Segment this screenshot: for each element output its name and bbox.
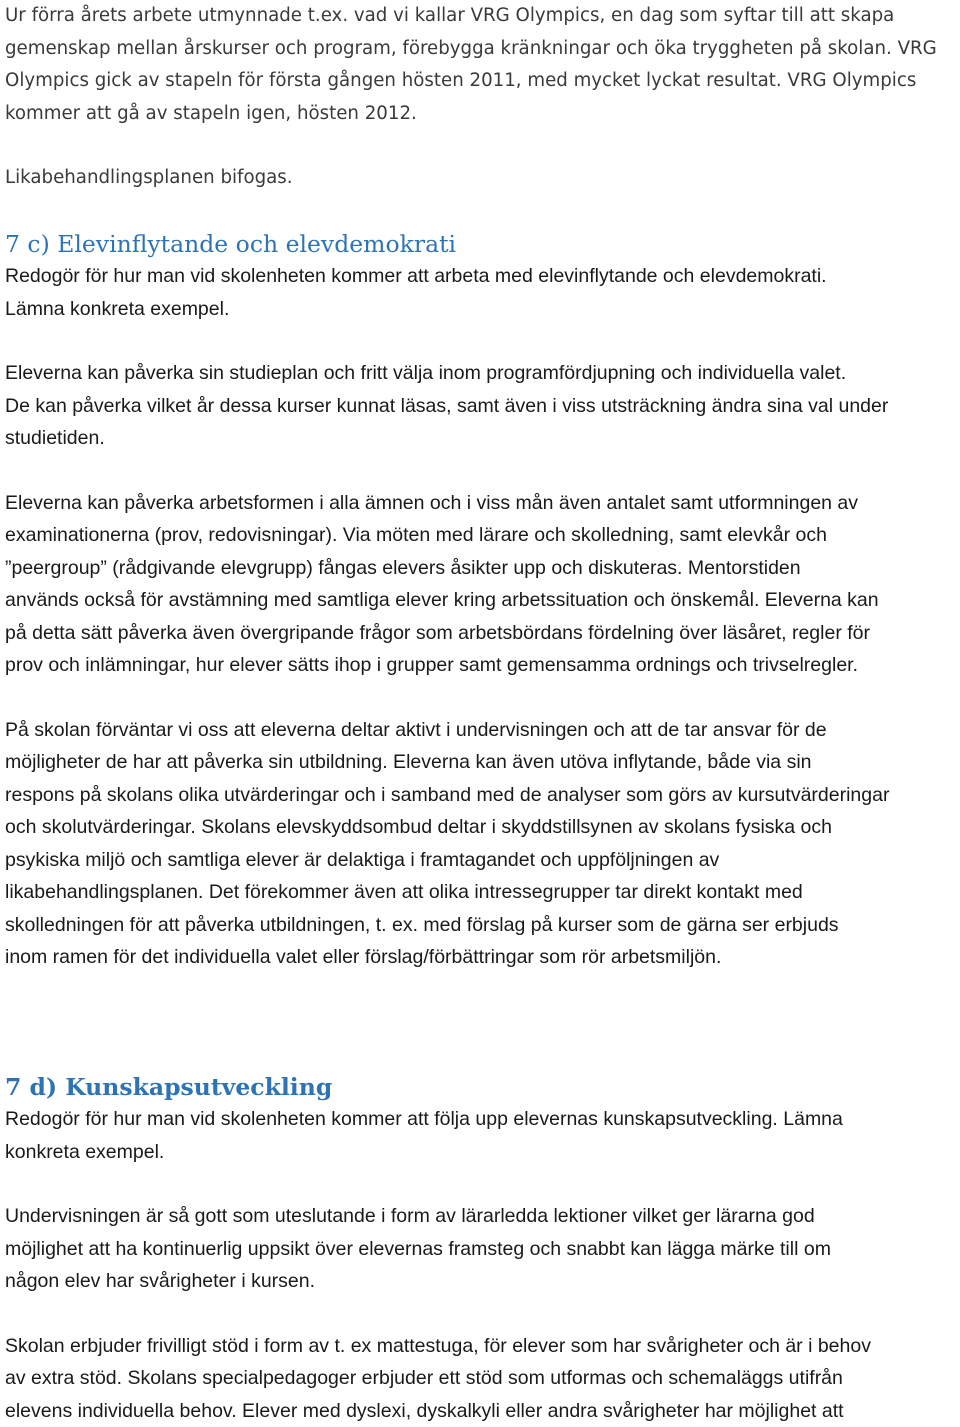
text-line: Redogör för hur man vid skolenheten kommer att följa upp elevernas kunskapsutveckling. Lämna	[5, 1103, 960, 1136]
text-line: Eleverna kan påverka sin studieplan och fritt välja inom programfördjupning och individuella valet.	[5, 357, 960, 390]
text-line: ”peergroup” (rådgivande elevgrupp) fångas elevers åsikter upp och diskuteras. Mentorstiden	[5, 552, 960, 585]
text-line: möjligheter de har att påverka sin utbildning. Eleverna kan även utöva inflytande, både via sin	[5, 746, 960, 779]
text-line: prov och inlämningar, hur elever sätts ihop i grupper samt gemensamma ordnings och trivselregler.	[5, 649, 960, 682]
section-7d-paragraph-1	[5, 1200, 960, 1298]
text-line: likabehandlingsplanen. Det förekommer även att olika intressegrupper tar direkt kontakt med	[5, 876, 960, 909]
text-line: examinationerna (prov, redovisningar). Via möten med lärare och skolledning, samt elevkår och	[5, 519, 960, 552]
text-line: respons på skolans olika utvärderingar och i samband med de analyser som görs av kursutvärderingar	[5, 779, 960, 812]
section-7c-paragraph-1	[5, 357, 960, 455]
section-7c-paragraph-2	[5, 487, 960, 682]
text-line: Eleverna kan påverka arbetsformen i alla ämnen och i viss mån även antalet samt utformningen av	[5, 487, 960, 520]
text-line: De kan påverka vilket år dessa kurser kunnat läsas, samt även i viss utsträckning ändra sina val under	[5, 390, 960, 423]
text-line: Undervisningen är så gott som uteslutande i form av lärarledda lektioner vilket ger lärarna god	[5, 1200, 960, 1233]
text-line: skolledningen för att påverka utbildningen, t. ex. med förslag på kurser som de gärna ser erbjuds	[5, 909, 960, 942]
text-line: Olympics gick av stapeln för första gången hösten 2011, med mycket lyckat resultat. VRG Olympics	[5, 65, 960, 98]
text-line: Lämna konkreta exempel.	[5, 293, 960, 326]
text-line: kommer att gå av stapeln igen, hösten 2012.	[5, 98, 960, 131]
text-line: elevens individuella behov. Elever med dyslexi, dyskalkyli eller andra svårigheter har möjlighet att	[5, 1395, 960, 1427]
section-7c-heading: 7 c) Elevinflytande och elevdemokrati	[5, 228, 960, 261]
text-line: gemenskap mellan årskurser och program, förebygga kränkningar och öka tryggheten på skolan. VRG	[5, 33, 960, 66]
text-line: Redogör för hur man vid skolenheten kommer att arbeta med elevinflytande och elevdemokrati.	[5, 260, 960, 293]
text-line: studietiden.	[5, 422, 960, 455]
text-line: och skolutvärderingar. Skolans elevskyddsombud deltar i skyddstillsynen av skolans fysiska och	[5, 811, 960, 844]
text-line: används också för avstämning med samtliga elever kring arbetssituation och önskemål. Eleverna kan	[5, 584, 960, 617]
attachment-note: Likabehandlingsplanen bifogas.	[5, 162, 960, 195]
section-7c-paragraph-3	[5, 714, 960, 974]
text-line: Skolan erbjuder frivilligt stöd i form av t. ex mattestuga, för elever som har svårigheter och är i behov	[5, 1330, 960, 1363]
text-line: På skolan förväntar vi oss att eleverna deltar aktivt i undervisningen och att de tar ansvar för de	[5, 714, 960, 747]
section-7c-question	[5, 260, 960, 325]
intro-paragraph	[5, 0, 960, 130]
text-line: någon elev har svårigheter i kursen.	[5, 1265, 960, 1298]
text-line: av extra stöd. Skolans specialpedagoger erbjuder ett stöd som utformas och schemaläggs utifrån	[5, 1362, 960, 1395]
document-page	[5, 0, 960, 1427]
text-line: konkreta exempel.	[5, 1136, 960, 1169]
section-7d-question	[5, 1103, 960, 1168]
section-7d-paragraph-2	[5, 1330, 960, 1427]
section-7d-heading: 7 d) Kunskapsutveckling	[5, 1071, 960, 1104]
text-line: på detta sätt påverka även övergripande frågor som arbetsbördans fördelning över läsåret, regler för	[5, 617, 960, 650]
text-line: Ur förra årets arbete utmynnade t.ex. vad vi kallar VRG Olympics, en dag som syftar till att skapa	[5, 0, 960, 33]
text-line: inom ramen för det individuella valet eller förslag/förbättringar som rör arbetsmiljön.	[5, 941, 960, 974]
text-line: möjlighet att ha kontinuerlig uppsikt över elevernas framsteg och snabbt kan lägga märke till om	[5, 1233, 960, 1266]
text-line: psykiska miljö och samtliga elever är delaktiga i framtagandet och uppföljningen av	[5, 844, 960, 877]
